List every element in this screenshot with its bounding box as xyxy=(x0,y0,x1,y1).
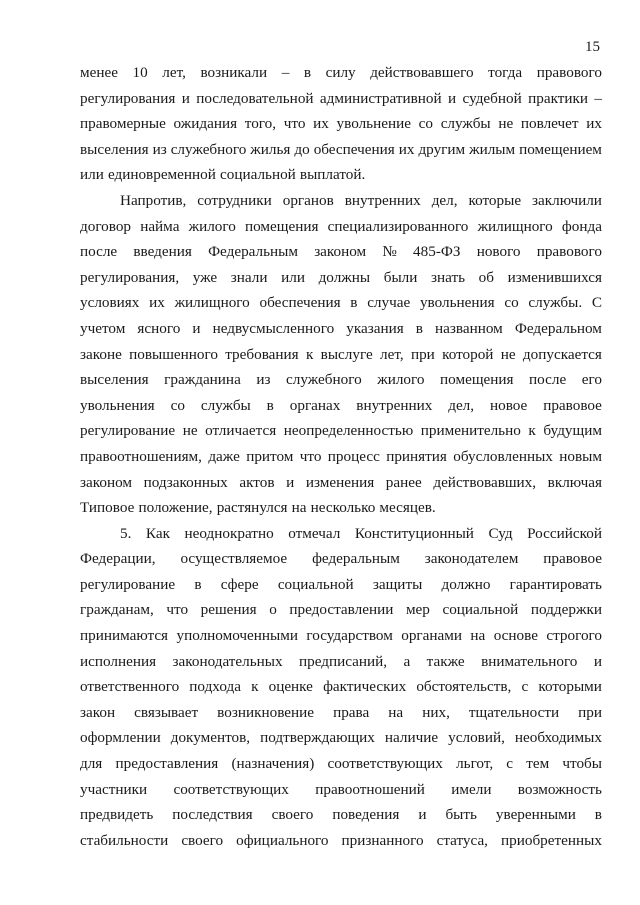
word: оценке xyxy=(268,678,313,696)
word: возникновение xyxy=(217,703,315,721)
word: подтверждающих xyxy=(260,729,375,747)
word: с xyxy=(506,755,514,773)
word: правоотношениям, xyxy=(80,447,202,465)
word: увольнения xyxy=(419,294,495,312)
word: о xyxy=(269,601,277,619)
word: а xyxy=(403,652,411,670)
word: недвусмысленного xyxy=(212,319,335,337)
word: соответствующих xyxy=(327,755,443,773)
text-line xyxy=(80,572,602,598)
word: которыми xyxy=(538,678,602,696)
word: несколько xyxy=(310,499,376,517)
word: регулирование xyxy=(80,575,176,593)
word: его xyxy=(581,371,602,389)
word: поддержки xyxy=(530,601,602,619)
word: Федеральным xyxy=(208,243,298,261)
text-line xyxy=(80,393,602,419)
word: социальной xyxy=(219,166,296,184)
word: при xyxy=(410,345,435,363)
word: на xyxy=(388,703,404,721)
word: Суд xyxy=(488,524,513,542)
word: чтобы xyxy=(562,755,602,773)
word: гарантировать xyxy=(509,575,602,593)
word: № xyxy=(382,243,397,261)
word: знали xyxy=(230,268,268,286)
page-number: 15 xyxy=(585,39,600,55)
word: их xyxy=(149,294,165,312)
word: обеспечения xyxy=(313,140,395,158)
word: судебной xyxy=(462,89,522,107)
text-line xyxy=(80,649,602,675)
word: на xyxy=(291,499,307,517)
word: неопределенностью xyxy=(283,422,414,440)
word: своего xyxy=(181,831,224,849)
word: помещения xyxy=(440,371,514,389)
text-line xyxy=(80,188,602,214)
word: нового xyxy=(476,243,521,261)
word: случае xyxy=(367,294,411,312)
word: и xyxy=(286,473,295,491)
word: ясного xyxy=(137,319,181,337)
text-line xyxy=(80,265,602,291)
word: подхода xyxy=(189,678,241,696)
word: с xyxy=(521,678,529,696)
word: ожидания xyxy=(173,115,238,133)
word: в xyxy=(194,575,202,593)
word: заключили xyxy=(532,191,602,209)
word: другим xyxy=(418,140,466,158)
word: из xyxy=(256,371,271,389)
text-line xyxy=(80,495,602,521)
word: выслуге xyxy=(320,345,373,363)
word: социальной xyxy=(277,575,354,593)
word: до xyxy=(294,140,310,158)
word: признанного xyxy=(341,831,424,849)
word: наличие xyxy=(384,729,439,747)
word: выплатой. xyxy=(299,166,366,184)
text-line xyxy=(80,418,602,444)
word: законодателем xyxy=(424,550,519,568)
word: принимаются xyxy=(80,627,169,645)
word: отличается xyxy=(205,422,277,440)
word: регулирование xyxy=(80,422,176,440)
text-line xyxy=(80,521,602,547)
word: договор xyxy=(80,217,132,235)
word: уверенными xyxy=(495,806,576,824)
word: Конституционный xyxy=(354,524,474,542)
word: на xyxy=(470,627,486,645)
word: сотрудники xyxy=(197,191,272,209)
word: внутренних xyxy=(344,191,421,209)
word: службы xyxy=(200,396,251,414)
word: исполнения xyxy=(80,652,157,670)
word: основе xyxy=(493,627,538,645)
word: также xyxy=(426,652,465,670)
word: к xyxy=(528,422,536,440)
text-line xyxy=(80,290,602,316)
word: жилого xyxy=(377,371,425,389)
word: 10 xyxy=(132,64,148,81)
text-line xyxy=(80,444,602,470)
word: помещения xyxy=(245,217,319,235)
word: осуществляемое xyxy=(180,550,288,568)
word: обусловленных xyxy=(453,447,553,465)
word: фактических xyxy=(323,678,407,696)
word: поведения xyxy=(332,806,400,824)
word: положение, xyxy=(138,499,213,517)
word: служебного xyxy=(286,371,362,389)
word: отмечал xyxy=(288,524,341,542)
word: актов xyxy=(239,473,275,491)
word: своего xyxy=(271,806,314,824)
word: включая xyxy=(547,473,602,491)
word: найма xyxy=(140,217,180,235)
word: в xyxy=(303,64,312,81)
word: правового xyxy=(536,243,602,261)
word: которой xyxy=(442,345,494,363)
word: тогда xyxy=(488,64,523,81)
word: необходимых xyxy=(514,729,602,747)
word: службы xyxy=(440,115,491,133)
word: неоднократно xyxy=(184,524,274,542)
word: участники xyxy=(80,780,148,798)
word: и xyxy=(418,806,427,824)
word: соответствующих xyxy=(173,780,289,798)
word: решения xyxy=(200,601,257,619)
word: правовое xyxy=(543,550,602,568)
word: из xyxy=(152,140,167,158)
word: приобретенных xyxy=(501,831,602,849)
word: – xyxy=(594,89,602,107)
word: практики xyxy=(528,89,589,107)
word: последствия xyxy=(172,806,253,824)
word: условий, xyxy=(448,729,505,747)
word: закон xyxy=(80,703,116,721)
word: внутренних xyxy=(356,396,433,414)
word: ранее xyxy=(385,473,422,491)
word: повлечет xyxy=(520,115,579,133)
word: оформлении xyxy=(80,729,161,747)
word: ответственного xyxy=(80,678,180,696)
word: помещением xyxy=(519,140,602,158)
word: их xyxy=(398,140,415,158)
word: их xyxy=(313,115,329,133)
text-line xyxy=(80,342,602,368)
text-line xyxy=(80,777,602,803)
word: гражданина xyxy=(164,371,241,389)
word: сфере xyxy=(220,575,259,593)
text-line xyxy=(80,802,602,828)
word: уполномоченными xyxy=(176,627,298,645)
word: силу xyxy=(325,64,356,81)
word: органов xyxy=(282,191,334,209)
word: законом xyxy=(80,473,132,491)
word: лет, xyxy=(380,345,404,363)
word: регулирования xyxy=(80,89,176,107)
word: даже xyxy=(208,447,240,465)
word: мер xyxy=(405,601,430,619)
word: жилого xyxy=(188,217,236,235)
word: обеспечения xyxy=(259,294,341,312)
word: выселения xyxy=(80,371,149,389)
word: требования xyxy=(225,345,299,363)
word: льгот, xyxy=(456,755,494,773)
word: должно xyxy=(441,575,491,593)
word: подзаконных xyxy=(143,473,228,491)
word: лет, xyxy=(162,64,186,81)
word: предоставления xyxy=(115,755,219,773)
word: предоставлении xyxy=(289,601,394,619)
word: или xyxy=(80,166,104,184)
word: жилищного xyxy=(174,294,250,312)
word: административной xyxy=(319,89,442,107)
word: (назначения) xyxy=(231,755,315,773)
word: имели xyxy=(451,780,492,798)
text-line xyxy=(80,546,602,572)
word: гражданам, xyxy=(80,601,154,619)
word: увольнения xyxy=(80,396,155,414)
word: допускается xyxy=(522,345,602,363)
word: внимательного xyxy=(481,652,578,670)
word: не xyxy=(500,345,516,363)
word: и xyxy=(192,319,201,337)
word: и xyxy=(181,89,190,107)
word: правомерные xyxy=(80,115,166,133)
word: и xyxy=(448,89,457,107)
word: названном xyxy=(435,319,503,337)
word: после xyxy=(529,371,567,389)
word: С xyxy=(591,294,602,312)
word: 485-ФЗ xyxy=(413,243,461,261)
word: жилым xyxy=(469,140,516,158)
word: что xyxy=(166,601,189,619)
word: того, xyxy=(244,115,277,133)
word: законодательных xyxy=(172,652,283,670)
word: жилищного xyxy=(477,217,553,235)
word: жилья xyxy=(250,140,291,158)
word: уже xyxy=(192,268,218,286)
word: со xyxy=(170,396,185,414)
word: были xyxy=(383,268,418,286)
word: правоотношений xyxy=(315,780,425,798)
word: Федерации, xyxy=(80,550,156,568)
word: федеральным xyxy=(312,550,400,568)
word: обстоятельств, xyxy=(416,678,512,696)
word: связывает xyxy=(134,703,199,721)
word: в xyxy=(266,396,274,414)
text-line xyxy=(80,162,602,188)
text-line xyxy=(80,674,602,700)
word: в xyxy=(350,294,358,312)
word: должны xyxy=(318,268,371,286)
word: правового xyxy=(536,64,602,81)
word: повышенного xyxy=(129,345,218,363)
word: принятия xyxy=(386,447,447,465)
text-line xyxy=(80,623,602,649)
word: знать xyxy=(430,268,466,286)
word: официального xyxy=(236,831,329,849)
text-line xyxy=(80,111,602,137)
word: защиты xyxy=(372,575,423,593)
word: что xyxy=(299,447,322,465)
word: со xyxy=(418,115,433,133)
word: тщательности xyxy=(468,703,560,721)
word: Как xyxy=(145,524,170,542)
word: растянулся xyxy=(216,499,288,517)
word: изменения xyxy=(305,473,375,491)
word: дел, xyxy=(431,191,458,209)
word: Российской xyxy=(527,524,602,542)
text-line xyxy=(80,470,602,496)
word: не xyxy=(182,422,198,440)
word: дел, xyxy=(448,396,475,414)
word: предвидеть xyxy=(80,806,154,824)
word: об xyxy=(478,268,494,286)
word: и xyxy=(593,652,602,670)
word: что xyxy=(283,115,306,133)
word: к xyxy=(305,345,314,363)
word: специализированного xyxy=(327,217,469,235)
word: менее xyxy=(80,64,118,81)
word: которые xyxy=(468,191,522,209)
word: органах xyxy=(289,396,341,414)
word: процесс xyxy=(327,447,380,465)
word: органами xyxy=(401,627,462,645)
word: единовременной xyxy=(107,166,216,184)
word: возможность xyxy=(517,780,602,798)
word: последовательной xyxy=(196,89,314,107)
text-line xyxy=(80,828,602,854)
text-line xyxy=(80,700,602,726)
word: тем xyxy=(526,755,550,773)
word: в xyxy=(415,319,423,337)
text-line xyxy=(80,751,602,777)
word: государством xyxy=(306,627,393,645)
word: применительно xyxy=(420,422,521,440)
document-body xyxy=(80,60,602,853)
text-line xyxy=(80,137,602,163)
word: или xyxy=(281,268,305,286)
word: фонда xyxy=(561,217,602,235)
word: 5. xyxy=(120,524,132,542)
word: месяцев. xyxy=(379,499,436,517)
text-line xyxy=(80,239,602,265)
word: законом xyxy=(314,243,367,261)
word: не xyxy=(498,115,514,133)
word: стабильности xyxy=(80,831,169,849)
text-line xyxy=(80,60,602,86)
text-line xyxy=(80,725,602,751)
word: условиях xyxy=(80,294,140,312)
word: при xyxy=(578,703,602,721)
word: новым xyxy=(559,447,602,465)
word: их xyxy=(586,115,602,133)
word: законе xyxy=(80,345,122,363)
word: выселения xyxy=(80,140,149,158)
word: указания xyxy=(346,319,404,337)
word: для xyxy=(80,755,103,773)
word: Напротив, xyxy=(120,191,187,209)
text-line xyxy=(80,86,602,112)
word: регулирования, xyxy=(80,268,180,286)
word: будущим xyxy=(543,422,602,440)
word: со xyxy=(504,294,519,312)
word: Федеральном xyxy=(514,319,602,337)
word: притом xyxy=(246,447,294,465)
word: к xyxy=(251,678,259,696)
word: быть xyxy=(445,806,477,824)
word: новое xyxy=(489,396,528,414)
text-line xyxy=(80,316,602,342)
word: них, xyxy=(422,703,450,721)
word: действовавшего xyxy=(370,64,474,81)
word: документов, xyxy=(170,729,251,747)
word: после xyxy=(80,243,118,261)
word: изменившихся xyxy=(507,268,602,286)
word: введения xyxy=(133,243,192,261)
word: служебного xyxy=(170,140,247,158)
text-line xyxy=(80,214,602,240)
word: увольнение xyxy=(336,115,411,133)
word: строгого xyxy=(546,627,602,645)
word: в xyxy=(594,806,602,824)
word: – xyxy=(281,64,290,81)
word: предписаний, xyxy=(299,652,388,670)
word: Типовое xyxy=(80,499,135,517)
word: службы. xyxy=(528,294,583,312)
word: социальной xyxy=(442,601,519,619)
word: действовавших, xyxy=(433,473,537,491)
word: учетом xyxy=(80,319,126,337)
text-line xyxy=(80,597,602,623)
word: статуса, xyxy=(436,831,488,849)
word: права xyxy=(333,703,370,721)
word: возникали xyxy=(200,64,268,81)
text-line xyxy=(80,367,602,393)
word: правовое xyxy=(543,396,602,414)
